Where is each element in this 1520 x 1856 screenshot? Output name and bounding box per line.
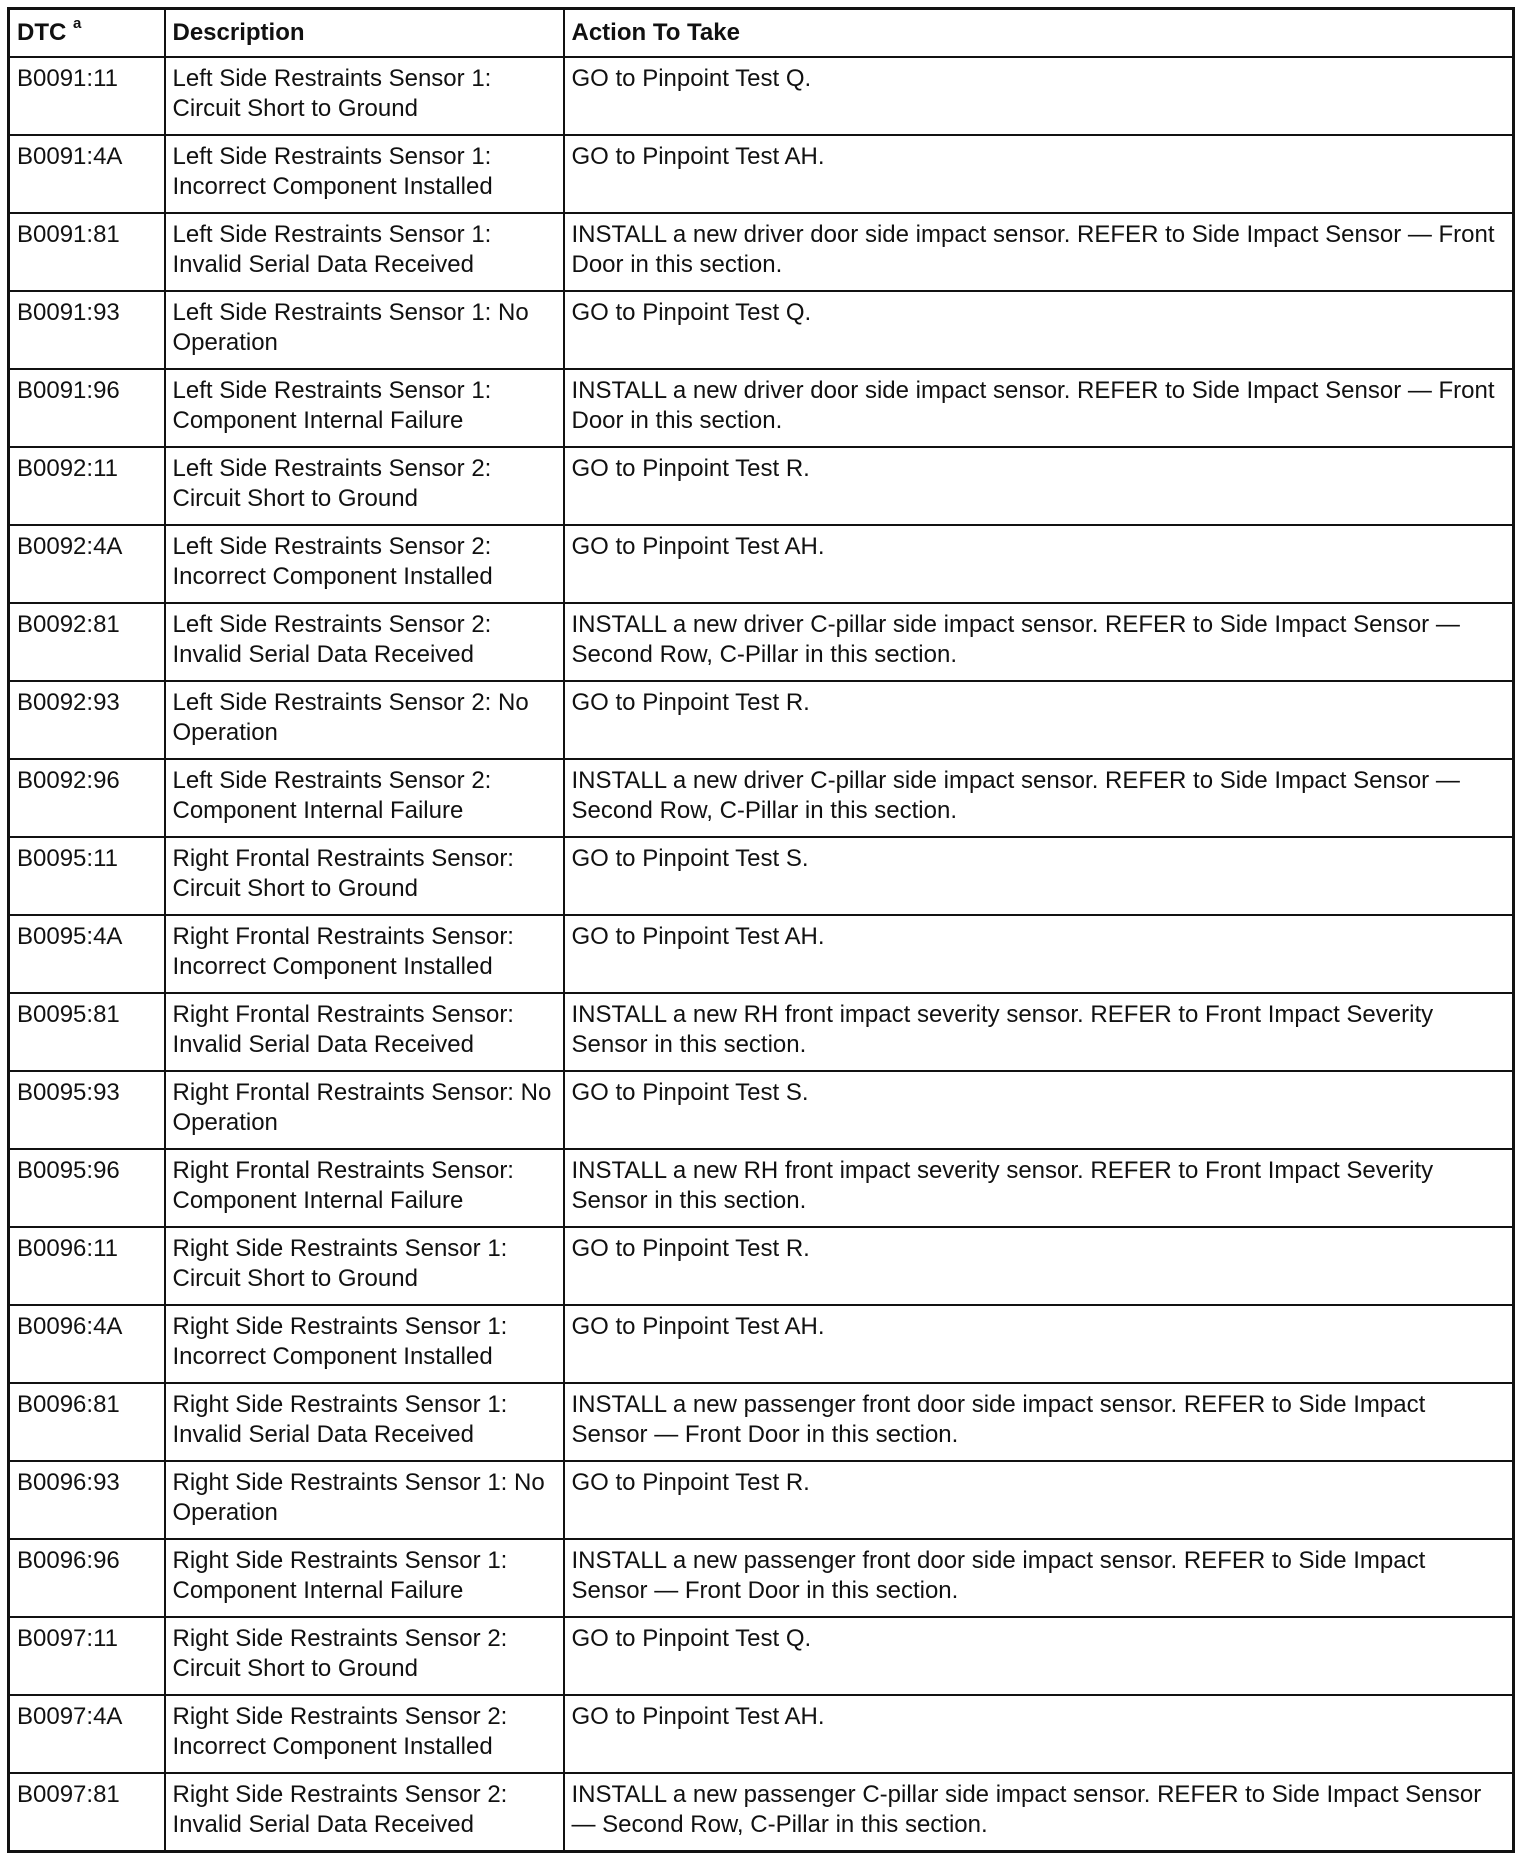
description-cell: Left Side Restraints Sensor 1: Invalid Serial Data Received	[165, 213, 564, 291]
table-row	[9, 1539, 1514, 1617]
action-cell: GO to Pinpoint Test R.	[564, 447, 1514, 525]
footnote-marker: a	[73, 15, 82, 32]
description-cell: Left Side Restraints Sensor 1: Circuit Short to Ground	[165, 57, 564, 135]
table-row	[9, 1071, 1514, 1149]
dtc-cell: B0097:4A	[9, 1695, 165, 1773]
dtc-cell: B0096:96	[9, 1539, 165, 1617]
description-cell: Left Side Restraints Sensor 1: Incorrect Component Installed	[165, 135, 564, 213]
action-cell: GO to Pinpoint Test Q.	[564, 291, 1514, 369]
dtc-cell: B0095:96	[9, 1149, 165, 1227]
table-row	[9, 213, 1514, 291]
table-row	[9, 1461, 1514, 1539]
table-row	[9, 993, 1514, 1071]
action-cell: GO to Pinpoint Test AH.	[564, 135, 1514, 213]
table-row	[9, 681, 1514, 759]
dtc-cell: B0097:11	[9, 1617, 165, 1695]
table-row	[9, 1617, 1514, 1695]
action-cell: INSTALL a new driver C-pillar side impact sensor. REFER to Side Impact Sensor — Second Row, C-Pillar in this section.	[564, 759, 1514, 837]
description-cell: Left Side Restraints Sensor 2: Circuit Short to Ground	[165, 447, 564, 525]
dtc-cell: B0091:11	[9, 57, 165, 135]
action-cell: GO to Pinpoint Test AH.	[564, 525, 1514, 603]
dtc-cell: B0095:93	[9, 1071, 165, 1149]
description-cell: Left Side Restraints Sensor 2: Incorrect Component Installed	[165, 525, 564, 603]
description-cell: Right Side Restraints Sensor 2: Incorrect Component Installed	[165, 1695, 564, 1773]
description-cell: Right Side Restraints Sensor 2: Invalid Serial Data Received	[165, 1773, 564, 1851]
description-cell: Right Side Restraints Sensor 1: Invalid Serial Data Received	[165, 1383, 564, 1461]
description-cell: Left Side Restraints Sensor 2: No Operation	[165, 681, 564, 759]
dtc-cell: B0096:93	[9, 1461, 165, 1539]
description-cell: Right Frontal Restraints Sensor: Circuit Short to Ground	[165, 837, 564, 915]
table-row	[9, 135, 1514, 213]
action-cell: INSTALL a new driver door side impact sensor. REFER to Side Impact Sensor — Front Door in this section.	[564, 369, 1514, 447]
action-cell: GO to Pinpoint Test AH.	[564, 1695, 1514, 1773]
table-row	[9, 1383, 1514, 1461]
table-row	[9, 837, 1514, 915]
table-row	[9, 447, 1514, 525]
table-row	[9, 759, 1514, 837]
table-row	[9, 1227, 1514, 1305]
dtc-cell: B0091:96	[9, 369, 165, 447]
description-cell: Right Side Restraints Sensor 1: Circuit Short to Ground	[165, 1227, 564, 1305]
action-cell: INSTALL a new driver door side impact sensor. REFER to Side Impact Sensor — Front Door in this section.	[564, 213, 1514, 291]
table-row	[9, 291, 1514, 369]
header-dtc: DTC $^a$	[9, 9, 165, 58]
action-cell: INSTALL a new RH front impact severity sensor. REFER to Front Impact Severity Sensor in this section.	[564, 993, 1514, 1071]
dtc-cell: B0097:81	[9, 1773, 165, 1851]
action-cell: INSTALL a new driver C-pillar side impact sensor. REFER to Side Impact Sensor — Second Row, C-Pillar in this section.	[564, 603, 1514, 681]
table-row	[9, 1773, 1514, 1851]
dtc-table	[7, 7, 1515, 1853]
description-cell: Left Side Restraints Sensor 1: No Operation	[165, 291, 564, 369]
description-cell: Left Side Restraints Sensor 1: Component Internal Failure	[165, 369, 564, 447]
dtc-cell: B0095:81	[9, 993, 165, 1071]
description-cell: Right Side Restraints Sensor 1: Incorrect Component Installed	[165, 1305, 564, 1383]
table-row	[9, 1149, 1514, 1227]
dtc-cell: B0096:4A	[9, 1305, 165, 1383]
description-cell: Left Side Restraints Sensor 2: Invalid Serial Data Received	[165, 603, 564, 681]
dtc-cell: B0092:81	[9, 603, 165, 681]
action-cell: INSTALL a new passenger front door side impact sensor. REFER to Side Impact Sensor — Front Door in this section.	[564, 1539, 1514, 1617]
table-row	[9, 603, 1514, 681]
description-cell: Right Frontal Restraints Sensor: Component Internal Failure	[165, 1149, 564, 1227]
table-row	[9, 525, 1514, 603]
dtc-cell: B0095:11	[9, 837, 165, 915]
action-cell: INSTALL a new passenger C-pillar side impact sensor. REFER to Side Impact Sensor — Second Row, C-Pillar in this section.	[564, 1773, 1514, 1851]
dtc-cell: B0092:96	[9, 759, 165, 837]
action-cell: GO to Pinpoint Test AH.	[564, 915, 1514, 993]
dtc-cell: B0092:11	[9, 447, 165, 525]
dtc-cell: B0092:93	[9, 681, 165, 759]
action-cell: GO to Pinpoint Test R.	[564, 1461, 1514, 1539]
action-cell: INSTALL a new RH front impact severity sensor. REFER to Front Impact Severity Sensor in this section.	[564, 1149, 1514, 1227]
table-row	[9, 57, 1514, 135]
description-cell: Right Side Restraints Sensor 2: Circuit Short to Ground	[165, 1617, 564, 1695]
description-cell: Right Side Restraints Sensor 1: No Operation	[165, 1461, 564, 1539]
dtc-cell: B0095:4A	[9, 915, 165, 993]
header-action: Action To Take	[564, 9, 1514, 58]
description-cell: Right Frontal Restraints Sensor: Invalid Serial Data Received	[165, 993, 564, 1071]
dtc-cell: B0091:4A	[9, 135, 165, 213]
dtc-cell: B0096:81	[9, 1383, 165, 1461]
description-cell: Right Side Restraints Sensor 1: Component Internal Failure	[165, 1539, 564, 1617]
action-cell: GO to Pinpoint Test Q.	[564, 1617, 1514, 1695]
table-row	[9, 1305, 1514, 1383]
dtc-cell: B0096:11	[9, 1227, 165, 1305]
action-cell: GO to Pinpoint Test S.	[564, 837, 1514, 915]
action-cell: GO to Pinpoint Test R.	[564, 681, 1514, 759]
header-row	[9, 9, 1514, 58]
description-cell: Right Frontal Restraints Sensor: No Operation	[165, 1071, 564, 1149]
dtc-cell: B0091:93	[9, 291, 165, 369]
action-cell: GO to Pinpoint Test R.	[564, 1227, 1514, 1305]
description-cell: Right Frontal Restraints Sensor: Incorrect Component Installed	[165, 915, 564, 993]
table-row	[9, 1695, 1514, 1773]
header-description: Description	[165, 9, 564, 58]
action-cell: INSTALL a new passenger front door side impact sensor. REFER to Side Impact Sensor — Front Door in this section.	[564, 1383, 1514, 1461]
description-cell: Left Side Restraints Sensor 2: Component Internal Failure	[165, 759, 564, 837]
action-cell: GO to Pinpoint Test S.	[564, 1071, 1514, 1149]
table-row	[9, 369, 1514, 447]
dtc-cell: B0092:4A	[9, 525, 165, 603]
action-cell: GO to Pinpoint Test Q.	[564, 57, 1514, 135]
table-row	[9, 915, 1514, 993]
action-cell: GO to Pinpoint Test AH.	[564, 1305, 1514, 1383]
dtc-cell: B0091:81	[9, 213, 165, 291]
